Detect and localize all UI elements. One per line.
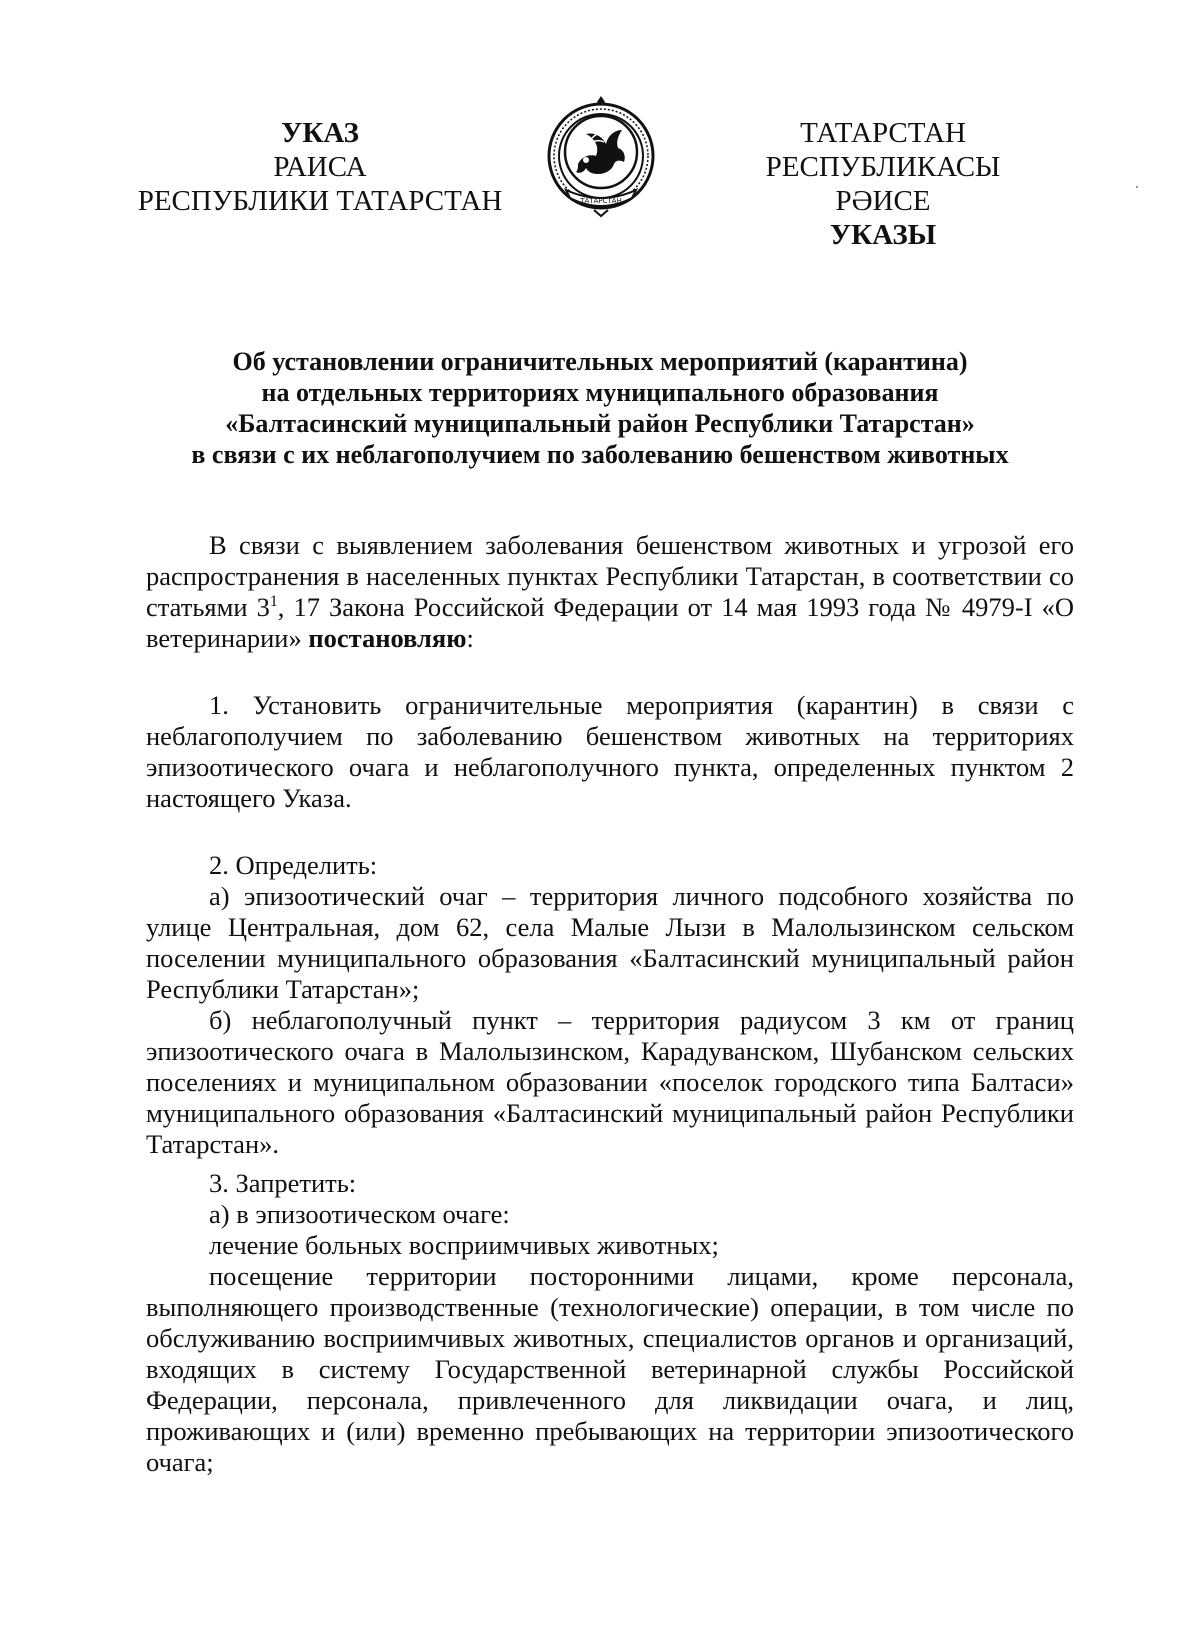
emblem-ribbon-label: ТАТАРСТАН — [580, 197, 622, 205]
title-line3: «Балтасинский муниципальный район Республики Татарстан» — [225, 409, 975, 438]
decree-title — [130, 346, 1070, 470]
intro-end: : — [466, 623, 474, 653]
intro-text-b: , 17 Закона Российской Федерации от 14 мая 1993 года № 4979-I «О ветеринарии» — [146, 592, 1074, 653]
header-left-line3: РЕСПУБЛИКИ ТАТАРСТАН — [137, 185, 503, 217]
header-right-line3: УКАЗЫ — [829, 219, 937, 251]
item-3-a2: посещение территории посторонними лицами, кроме персонала, выполняющего производственные (технологические) операции, в том числе по обслуживанию восприимчивых животных, специалистов органов и организаций, входящих в систему Государственной ветеринарной службы Российской Федерации, персонала, привлеченного для ликвидации очага, и лиц, проживающих и (или) временно пребывающих на территории эпизоотического очага; — [146, 1261, 1074, 1477]
title-line1: Об установлении ограничительных мероприятий (карантина) — [232, 347, 968, 376]
title-line2: на отдельных территориях муниципального образования — [261, 378, 939, 407]
item-3 — [146, 1168, 1074, 1478]
header-left-line2: РАИСА — [273, 151, 367, 183]
item-2-heading: 2. Определить: — [209, 850, 378, 880]
intro-superscript: 1 — [269, 593, 278, 611]
item-3-heading: 3. Запретить: — [209, 1168, 357, 1198]
header-right-line2: РӘИСЕ — [835, 185, 931, 217]
intro-emphasis: постановляю — [308, 623, 467, 653]
header-left-line1: УКАЗ — [281, 117, 359, 149]
intro-paragraph — [146, 530, 1074, 654]
header-right-block — [688, 116, 1078, 252]
item-3-a1: лечение больных восприимчивых животных; — [209, 1230, 719, 1260]
header-left-block — [120, 116, 520, 218]
item-2 — [146, 850, 1074, 1160]
tatarstan-emblem-icon — [542, 94, 660, 218]
item-3-a: а) в эпизоотическом очаге: — [209, 1199, 510, 1229]
scan-artifact — [1136, 186, 1138, 188]
header-right-line1: ТАТАРСТАН РЕСПУБЛИКАСЫ — [765, 117, 1001, 183]
item-1 — [146, 690, 1074, 814]
item-2-a: а) эпизоотический очаг – территория личного подсобного хозяйства по улице Центральная, дом 62, села Малые Лызи в Малолызинском сельском поселении муниципального образования «Балтасинский муниципальный район Республики Татарстан»; — [146, 881, 1074, 1004]
item-2-b: б) неблагополучный пункт – территория радиусом 3 км от границ эпизоотического очага в Малолызинском, Карадуванском, Шубанском сельских поселениях и муниципальном образовании «поселок городского типа Балтаси» муниципального образования «Балтасинский муниципальный район Республики Татарстан». — [146, 1005, 1074, 1159]
intro-text-a: В связи с выявлением заболевания бешенством животных и угрозой его распространения в населенных пунктах Республики Татарстан, в соответствии со статьями 3 — [146, 530, 1074, 622]
title-line4: в связи с их неблагополучием по заболеванию бешенством животных — [191, 440, 1009, 469]
item-1-text: 1. Установить ограничительные мероприятия (карантин) в связи с неблагополучием по заболеванию бешенством животных на территориях эпизоотического очага и неблагополучного пункта, определенных пунктом 2 настоящего Указа. — [146, 690, 1074, 813]
